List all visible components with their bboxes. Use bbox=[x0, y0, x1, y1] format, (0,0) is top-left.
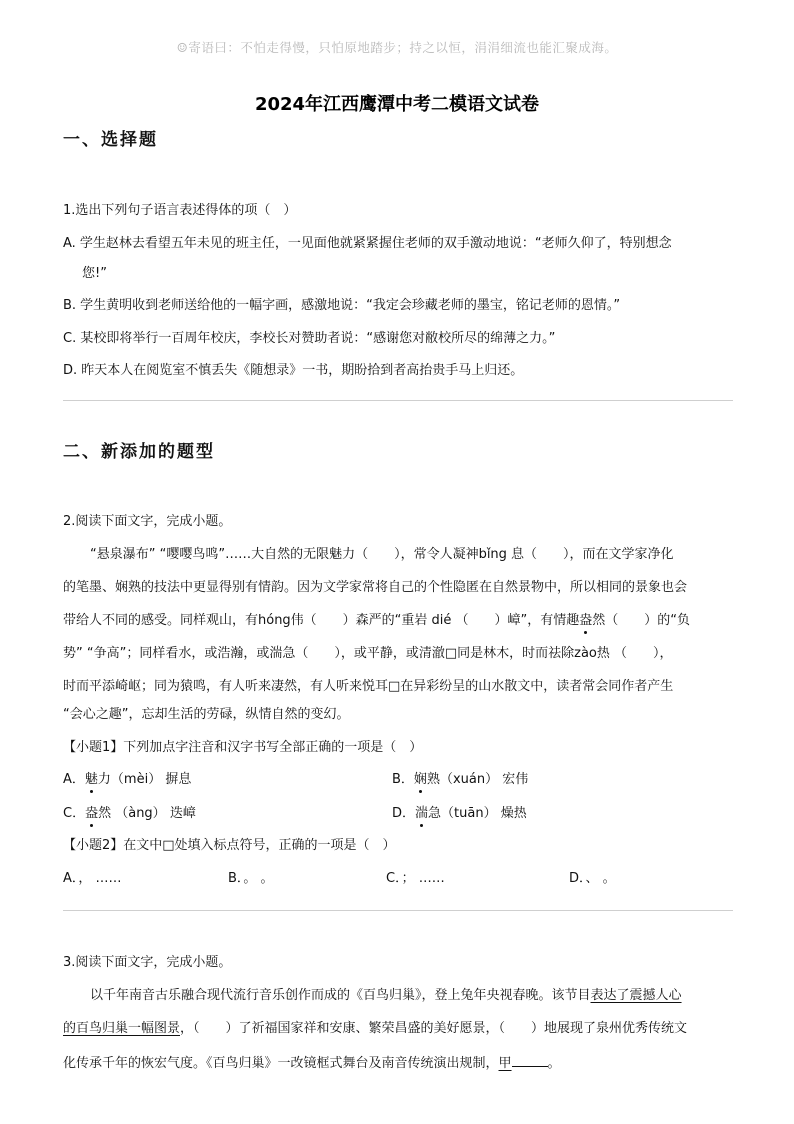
q2-para-line4: 势” “争高”；同样看水，或浩瀚，或湍急（ ），或平静，或清澈□同是林木，时而祛除zào热 （ ）， bbox=[63, 646, 673, 661]
answer-blank bbox=[512, 1054, 548, 1067]
q2-sub1-option-d: D．湍急（tuān） 燥热 bbox=[392, 806, 527, 821]
q3-stem: 3.阅读下面文字，完成小题。 bbox=[63, 955, 232, 970]
q1-stem: 1.选出下列句子语言表述得体的项（ ） bbox=[63, 203, 297, 218]
q2-sub2-option-d: D．、 。 bbox=[569, 871, 616, 886]
emphasis-char: 盎 bbox=[579, 613, 593, 628]
q1-option-a-cont: 您!” bbox=[82, 266, 107, 281]
q2-sub1-option-c: C．盎然 （àng） 迭嶂 bbox=[63, 806, 196, 821]
section-heading-new: 二、新添加的题型 bbox=[63, 442, 215, 462]
q1-option-b: B. 学生黄明收到老师送给他的一幅字画，感激地说：“我定会珍藏老师的墨宝，铭记老师的恩情。” bbox=[63, 298, 621, 313]
q2-para-line1: “悬泉瀑布” “嘤嘤鸟鸣”……大自然的无限魅力（ ），常令人凝神bǐng 息（ ），而在文学家净化 bbox=[90, 547, 674, 562]
divider bbox=[63, 910, 733, 911]
q2-sub2-option-b: B．。 。 bbox=[228, 871, 274, 886]
page-title: 2024年江西鹰潭中考二模语文试卷 bbox=[254, 94, 540, 115]
q1-option-a: A. 学生赵林去看望五年未见的班主任，一见面他就紧紧握住老师的双手激动地说：“老师久仰了，特别想念 bbox=[63, 236, 672, 251]
q2-para-line6: “会心之趣”，忘却生活的劳碌，纵情自然的变幻。 bbox=[63, 707, 350, 722]
q2-stem: 2.阅读下面文字，完成小题。 bbox=[63, 514, 232, 529]
q1-option-c: C. 某校即将举行一百周年校庆，李校长对赞助者说：“感谢您对敝校所尽的绵薄之力。” bbox=[63, 331, 556, 346]
q2-para-line5: 时而平添崎岖；同为猿鸣，有人听来凄然，有人听来悦耳□在异彩纷呈的山水散文中，读者常会同作者产生 bbox=[63, 679, 674, 694]
q2-sub2-option-a: A．， …… bbox=[63, 871, 122, 886]
section-heading-choice: 一、选择题 bbox=[63, 130, 158, 150]
q3-para-line3: 化传承千年的恢宏气度。《百鸟归巢》一改镜框式舞台及南音传统演出规制，甲 。 bbox=[63, 1056, 561, 1071]
q2-sub1-option-b: B．娴熟（xuán） 宏伟 bbox=[392, 772, 529, 787]
q3-para-line1: 以千年南音古乐融合现代流行音乐创作而成的《百鸟归巢》，登上兔年央视春晚。该节目表达了震撼人心 bbox=[90, 988, 682, 1003]
q2-para-line2: 的笔墨、娴熟的技法中更显得别有情韵。因为文学家常将自己的个性隐匿在自然景物中，所以相同的景象也会 bbox=[63, 580, 688, 595]
q3-para-line2: 的百鸟归巢一幅图景，（ ）了祈福国家祥和安康、繁荣昌盛的美好愿景，（ ）地展现了泉州优秀传统文 bbox=[63, 1021, 688, 1036]
q2-sub2-stem: 【小题2】在文中□处填入标点符号，正确的一项是（ ） bbox=[63, 838, 396, 853]
divider bbox=[63, 400, 733, 401]
motto-header: ☺寄语曰：不怕走得慢，只怕原地踏步；持之以恒，涓涓细流也能汇聚成海。 bbox=[176, 40, 618, 55]
q2-sub1-option-a: A．魅力（mèi） 摒息 bbox=[63, 772, 192, 787]
q2-sub1-stem: 【小题1】下列加点字注音和汉字书写全部正确的一项是（ ） bbox=[63, 740, 423, 755]
q2-para-line3: 带给人不同的感受。同样观山，有hóng伟（ ）森严的“重岩 dié （ ）嶂”，有情趣盎然（ ）的“负 bbox=[63, 613, 691, 628]
q1-option-d: D. 昨天本人在阅览室不慎丢失《随想录》一书，期盼拾到者高抬贵手马上归还。 bbox=[63, 363, 524, 378]
q2-sub2-option-c: C．； …… bbox=[386, 871, 445, 886]
